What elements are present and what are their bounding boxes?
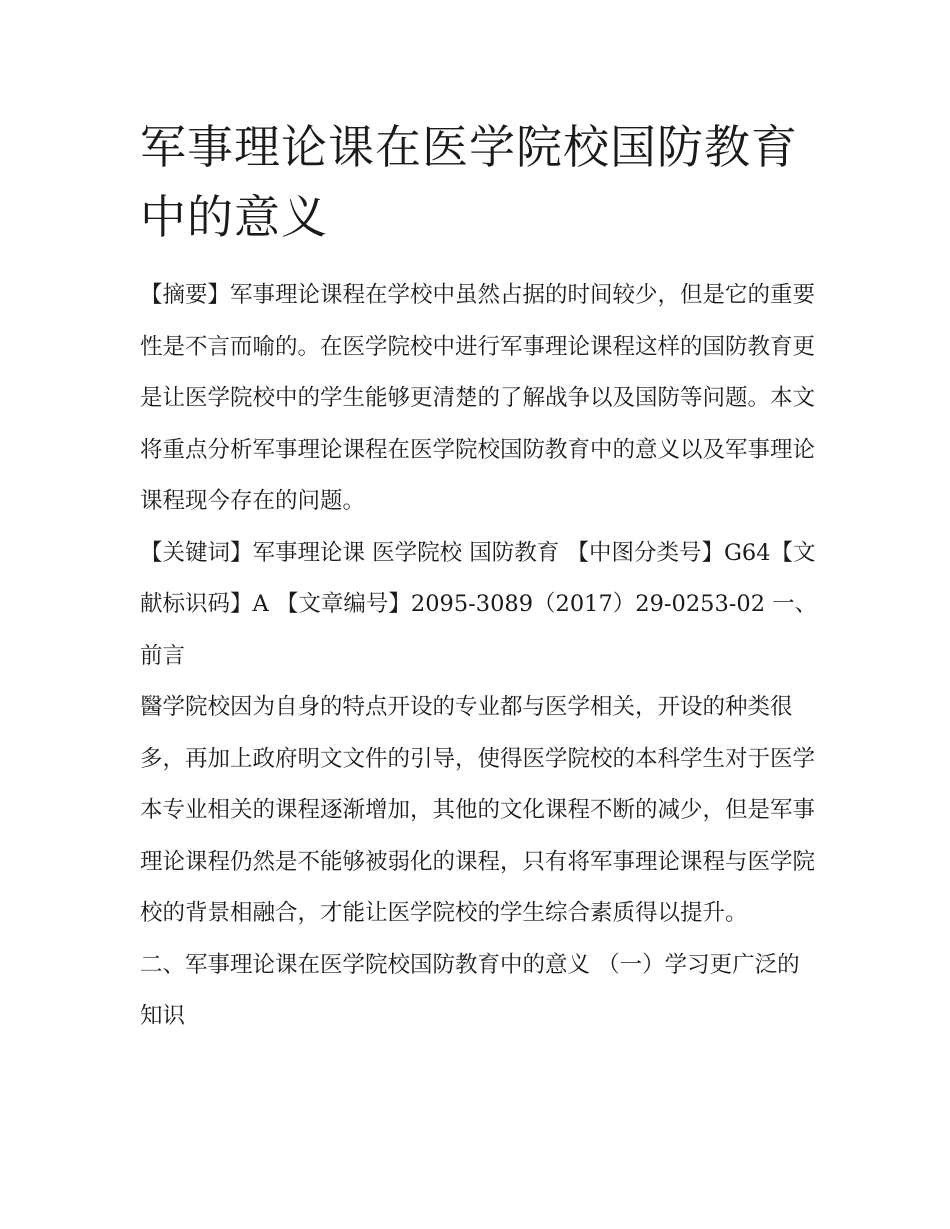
keywords-paragraph: 【关键词】军事理论课 医学院校 国防教育 【中图分类号】G64【文献标识码】A 【文章编号】2095-3089（2017）29-0253-02 一、前言 <box>140 539 818 669</box>
document-page <box>140 112 820 1043</box>
document-title: 军事理论课在医学院校国防教育中的意义 <box>140 120 798 244</box>
abstract-paragraph: 【摘要】军事理论课程在学校中虽然占据的时间较少，但是它的重要性是不言而喻的。在医学院校中进行军事理论课程这样的国防教育更是让医学院校中的学生能够更清楚的了解战争以及国防等问题。本文将重点分析军事理论课程在医学院校国防教育中的意义以及军事理论课程现今存在的问题。 <box>140 282 816 514</box>
intro-paragraph: 醫学院校因为自身的特点开设的专业都与医学相关，开设的种类很多，再加上政府明文文件的引导，使得医学院校的本科学生对于医学本专业相关的课程逐渐增加，其他的文化课程不断的减少，但是军事理论课程仍然是不能够被弱化的课程，只有将军事理论课程与医学院校的背景相融合，才能让医学院校的学生综合素质得以提升。 <box>140 694 816 926</box>
section-heading: 二、军事理论课在医学院校国防教育中的意义 （一）学习更广泛的知识 <box>140 951 800 1029</box>
